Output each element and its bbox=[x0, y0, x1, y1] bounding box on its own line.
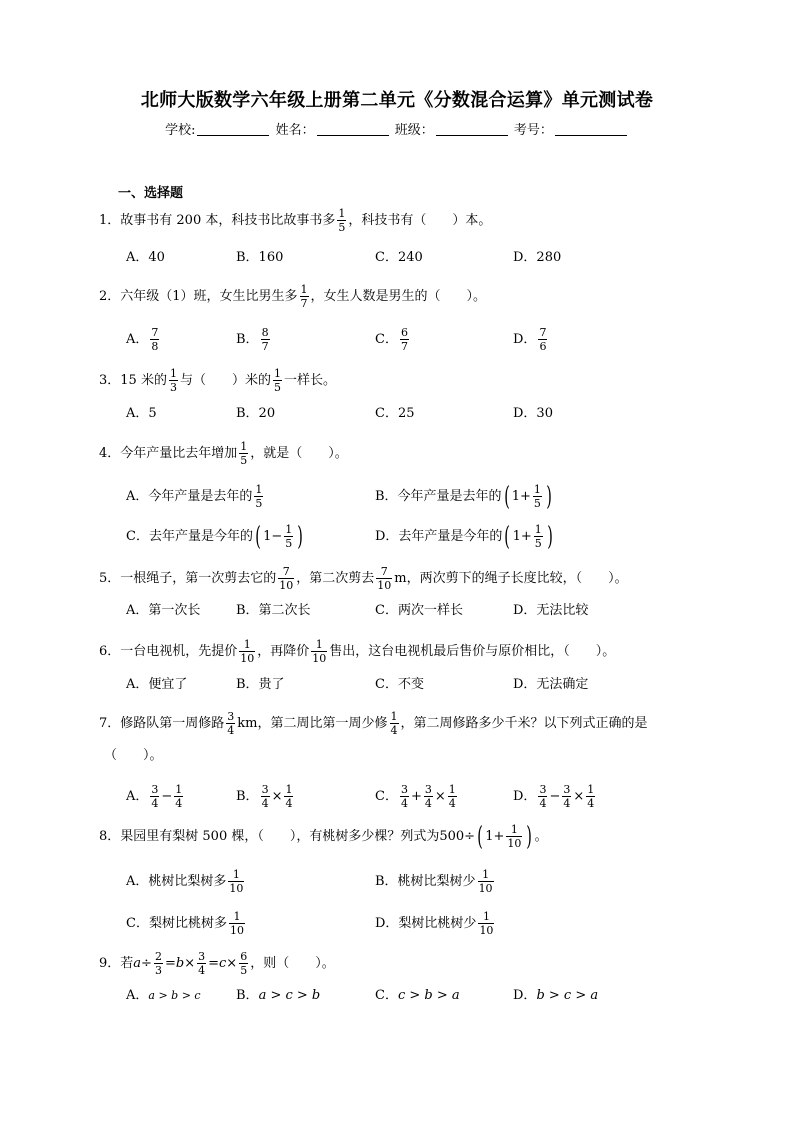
page-title: 北师大版数学六年级上册第二单元《分数混合运算》单元测试卷 bbox=[140, 90, 654, 111]
q9-option-d[interactable]: D．b > c > a bbox=[513, 988, 599, 1003]
question-2 bbox=[99, 283, 486, 310]
question-7: 7．修路队第一周修路 $\frac{3}{4}$ km，第二周比第一周少修 $\frac{1}{4}$ ，第二周修路多少千米？以下列式正确的是 bbox=[99, 710, 648, 737]
student-info-line bbox=[0, 119, 794, 138]
q6-option-b[interactable]: B．贵了 bbox=[236, 677, 285, 692]
q5-option-b[interactable]: B．第二次长 bbox=[236, 603, 311, 618]
q7-option-c[interactable]: C． $\frac{3}{4}$ + $\frac{3}{4}$ × $\frac{1}{4}$ bbox=[375, 783, 456, 810]
q3-option-d[interactable]: D．30 bbox=[513, 406, 553, 421]
q3-option-b[interactable]: B．20 bbox=[236, 406, 276, 421]
q2-fraction: $\frac{1}{7}$ bbox=[300, 283, 308, 310]
question-7-cont: （ ）。 bbox=[104, 748, 163, 763]
q5-option-a[interactable]: A．第一次长 bbox=[126, 603, 201, 618]
q2-text-end: ，女生人数是男生的（ ）。 bbox=[310, 289, 487, 304]
q7-option-d[interactable]: D． $\frac{3}{4}$ − $\frac{3}{4}$ × $\frac{1}{4}$ bbox=[513, 783, 595, 810]
q8-option-a[interactable]: A．桃树比梨树多 $\frac{1}{10}$ bbox=[126, 868, 244, 895]
class-blank[interactable] bbox=[436, 122, 508, 136]
question-3: 3．15 米的 $\frac{1}{3}$ 与（ ）米的 $\frac{1}{5}$ 一样长。 bbox=[99, 367, 336, 394]
exam-number-blank[interactable] bbox=[555, 122, 627, 136]
q3-option-c[interactable]: C．25 bbox=[375, 406, 415, 421]
question-4: 4．今年产量比去年增加 $\frac{1}{5}$ ，就是（ ）。 bbox=[99, 440, 348, 467]
class-label: 班级： bbox=[394, 123, 434, 138]
q2-option-b[interactable]: B． $\frac{8}{7}$ bbox=[236, 326, 269, 353]
q1-text: 1．故事书有 200 本，科技书比故事书多 bbox=[99, 213, 336, 228]
q2-option-d[interactable]: D． $\frac{7}{6}$ bbox=[513, 326, 547, 353]
q1-text-end: ，科技书有（ ）本。 bbox=[348, 213, 492, 228]
q1-fraction: $\frac{1}{5}$ bbox=[338, 207, 346, 234]
question-6: 6．一台电视机，先提价 $\frac{1}{10}$ ，再降价 $\frac{1}{10}$ 售出，这台电视机最后售价与原价相比，（ ）。 bbox=[99, 638, 616, 665]
section-heading: 一、选择题 bbox=[118, 186, 184, 201]
q2-text: 2．六年级（1）班，女生比男生多 bbox=[99, 289, 298, 304]
q2-option-a[interactable]: A． $\frac{7}{8}$ bbox=[126, 326, 159, 353]
q1-option-c[interactable]: C．240 bbox=[375, 250, 423, 265]
q5-option-c[interactable]: C．两次一样长 bbox=[375, 603, 463, 618]
question-8: 8．果园里有梨树 500 棵，（ ），有桃树多少棵？列式为500÷( 1+ $\frac{1}{10}$ ) 。 bbox=[99, 821, 548, 852]
q4-option-b[interactable]: B．今年产量是去年的( 1+ $\frac{1}{5}$ ) bbox=[375, 481, 552, 512]
q8-option-d[interactable]: D．梨树比桃树少 $\frac{1}{10}$ bbox=[375, 910, 494, 937]
question-1 bbox=[99, 207, 491, 234]
q4-option-a[interactable]: A．今年产量是去年的 $\frac{1}{5}$ bbox=[126, 483, 263, 510]
q9-option-b[interactable]: B．a > c > b bbox=[236, 988, 321, 1003]
question-9: 9．若a÷ $\frac{2}{3}$ =b× $\frac{3}{4}$ =c× $\frac{6}{5}$ ，则（ ）。 bbox=[99, 950, 335, 977]
q1-option-a[interactable]: A．40 bbox=[126, 250, 165, 265]
question-5: 5．一根绳子，第一次剪去它的 $\frac{7}{10}$ ，第二次剪去 $\frac{7}{10}$ m，两次剪下的绳子长度比较，（ ）。 bbox=[99, 565, 628, 592]
q4-option-c[interactable]: C．去年产量是今年的( 1− $\frac{1}{5}$ ) bbox=[126, 521, 304, 552]
name-label: 姓名： bbox=[275, 123, 315, 138]
q8-option-c[interactable]: C．梨树比桃树多 $\frac{1}{10}$ bbox=[126, 910, 244, 937]
q4-option-d[interactable]: D．去年产量是今年的( 1+ $\frac{1}{5}$ ) bbox=[375, 521, 553, 552]
q2-option-c[interactable]: C． $\frac{6}{7}$ bbox=[375, 326, 408, 353]
q6-option-a[interactable]: A．便宜了 bbox=[126, 677, 188, 692]
q9-option-a[interactable]: A．a > b > c bbox=[126, 988, 201, 1003]
q1-option-b[interactable]: B．160 bbox=[236, 250, 284, 265]
q3-option-a[interactable]: A．5 bbox=[126, 406, 157, 421]
q5-option-d[interactable]: D．无法比较 bbox=[513, 603, 589, 618]
q9-option-c[interactable]: C．c > b > a bbox=[375, 988, 460, 1003]
q6-option-d[interactable]: D．无法确定 bbox=[513, 677, 589, 692]
name-blank[interactable] bbox=[317, 122, 389, 136]
exam-number-label: 考号： bbox=[513, 123, 553, 138]
school-blank[interactable] bbox=[197, 122, 269, 136]
q8-option-b[interactable]: B．桃树比梨树少 $\frac{1}{10}$ bbox=[375, 868, 493, 895]
q1-option-d[interactable]: D．280 bbox=[513, 250, 562, 265]
q6-option-c[interactable]: C．不变 bbox=[375, 677, 424, 692]
q7-option-a[interactable]: A． $\frac{3}{4}$ − $\frac{1}{4}$ bbox=[126, 783, 183, 810]
school-label: 学校: bbox=[165, 123, 196, 138]
q7-option-b[interactable]: B． $\frac{3}{4}$ × $\frac{1}{4}$ bbox=[236, 783, 293, 810]
